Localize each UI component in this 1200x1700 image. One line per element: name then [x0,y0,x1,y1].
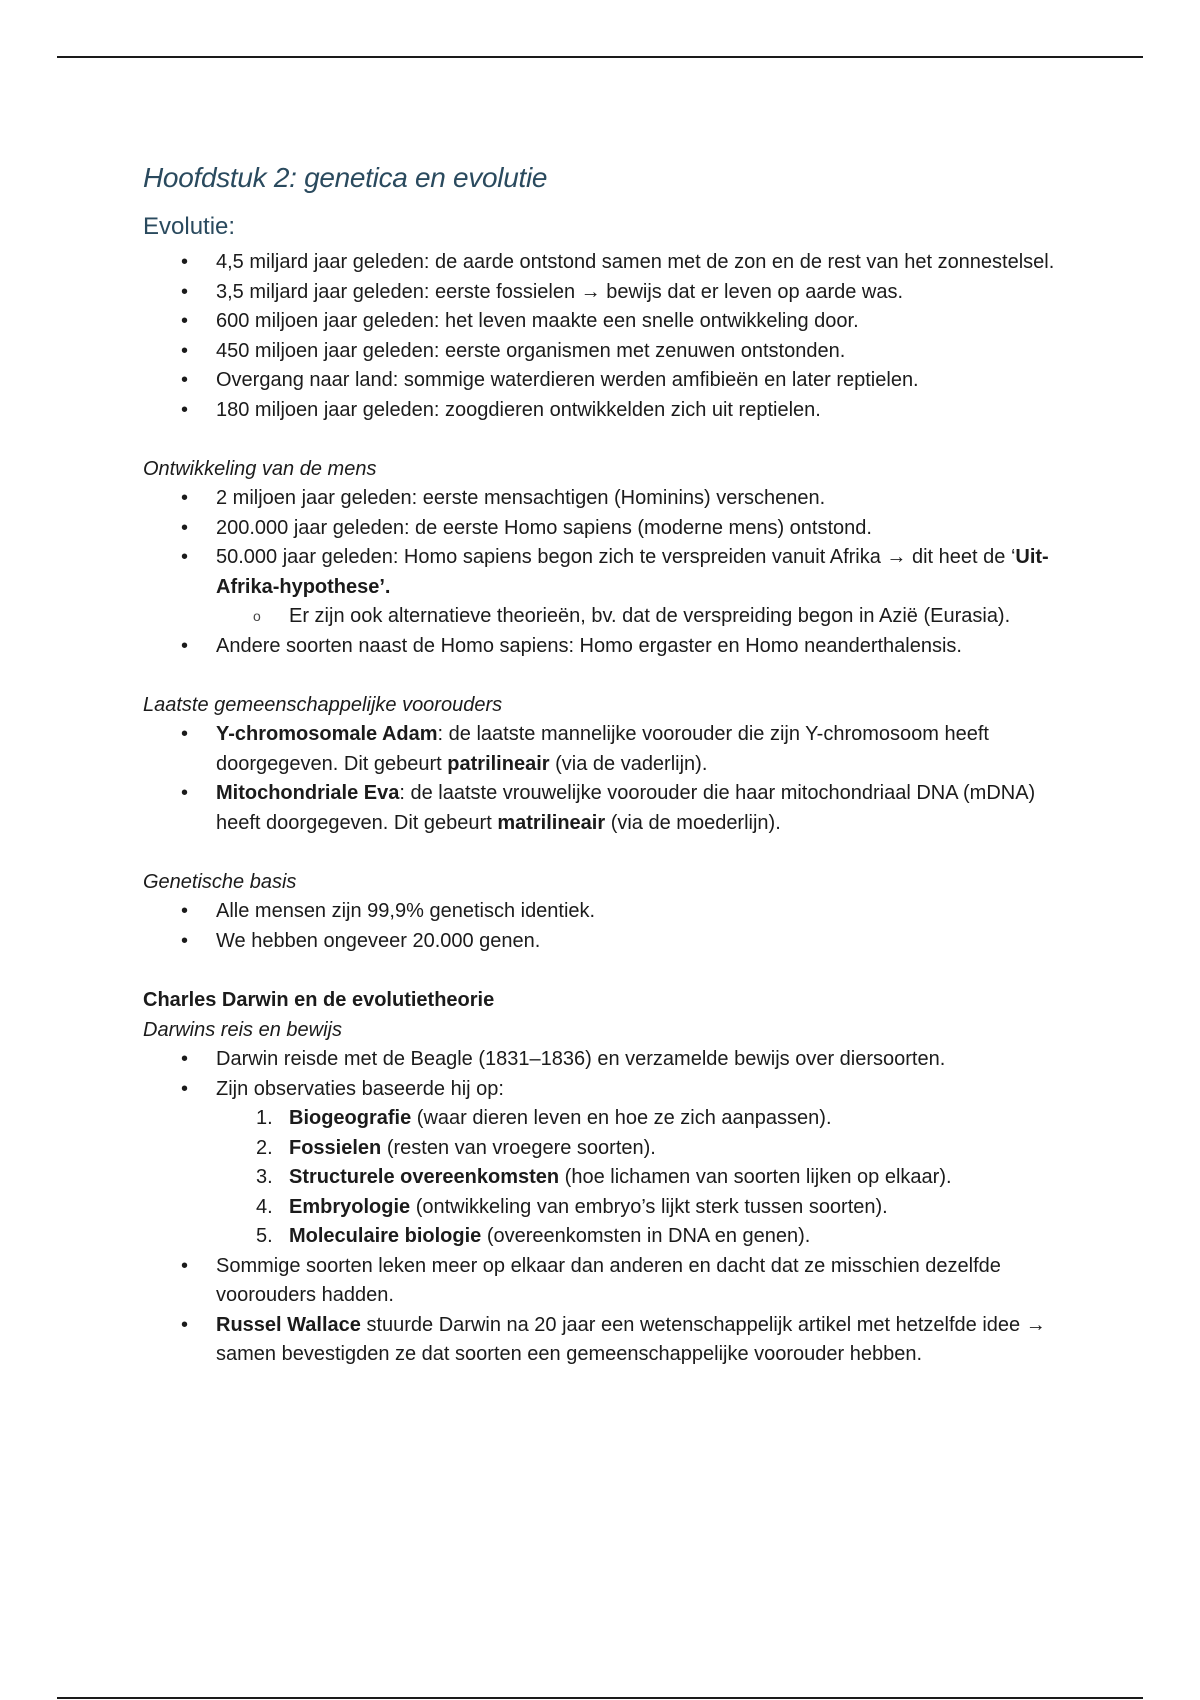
list-item: o Er zijn ook alternatieve theorieën, bv. dat de verspreiding begon in Azië (Eurasia). [253,605,1011,627]
subheading-mens: Ontwikkeling van de mens [143,458,377,480]
voorouders-list [143,720,1073,838]
sub-list [143,602,1073,632]
list-item: • 4,5 miljard jaar geleden: de aarde ontstond samen met de zon en de rest van het zonnestelsel. [181,251,1055,273]
list-item: • 600 miljoen jaar geleden: het leven maakte een snelle ontwikkeling door. [181,310,859,332]
list-item: • 50.000 jaar geleden: Homo sapiens begon zich te verspreiden vanuit Afrika → dit heet de ‘Uit-Afrika-hypothese’. o Er zijn ook alternatieve theorieën, bv. dat de verspreiding begon in Azië (Eurasia). [143,543,1073,632]
list-item: 5. Moleculaire biologie (overeenkomsten in DNA en genen). [256,1225,811,1247]
page-title: Hoofdstuk 2: genetica en evolutie [143,162,548,193]
document-body [143,158,1073,1370]
numbered-list [216,1104,1073,1252]
list-item: • Mitochondriale Eva: de laatste vrouwelijke voorouder die haar mitochondriaal DNA (mDNA) heeft doorgegeven. Dit gebeurt matrilineair (via de moederlijn). [181,782,1036,834]
bottom-rule [57,1697,1143,1699]
list-item: • Y-chromosomale Adam: de laatste mannelijke voorouder die zijn Y-chromosoom heeft doorgegeven. Dit gebeurt patrilineair (via de vaderlijn). [181,723,989,775]
list-item: • Andere soorten naast de Homo sapiens: Homo ergaster en Homo neanderthalensis. [181,634,962,657]
evolutie-list [143,248,1073,425]
list-item: • Overgang naar land: sommige waterdieren werden amfibieën en later reptielen. [181,369,919,391]
subheading-darwin: Darwins reis en bewijs [143,1019,342,1041]
list-item: • 2 miljoen jaar geleden: eerste mensachtigen (Hominins) verschenen. [181,487,826,509]
subheading-genetisch: Genetische basis [143,871,297,893]
list-item: • We hebben ongeveer 20.000 genen. [181,929,541,952]
list-item: • 200.000 jaar geleden: de eerste Homo sapiens (moderne mens) ontstond. [181,516,872,539]
list-item: 3. Structurele overeenkomsten (hoe lichamen van soorten lijken op elkaar). [256,1166,952,1188]
genetisch-list [143,897,1073,956]
list-item: 4. Embryologie (ontwikkeling van embryo’s lijkt sterk tussen soorten). [256,1195,888,1218]
list-item: • Sommige soorten leken meer op elkaar dan anderen en dacht dat ze misschien dezelfde voorouders hadden. [181,1254,1001,1306]
darwin-list [143,1045,1073,1370]
list-item: • Darwin reisde met de Beagle (1831–1836) en verzamelde bewijs over diersoorten. [181,1048,946,1070]
mens-list [143,484,1073,661]
list-item: • 450 miljoen jaar geleden: eerste organismen met zenuwen ontstonden. [181,339,846,362]
list-item: • 3,5 miljard jaar geleden: eerste fossielen → bewijs dat er leven op aarde was. [181,280,904,303]
section-heading-darwin: Charles Darwin en de evolutietheorie [143,989,495,1011]
top-rule [57,56,1143,58]
list-item: 1. Biogeografie (waar dieren leven en hoe ze zich aanpassen). [256,1107,832,1129]
list-item: • Russel Wallace stuurde Darwin na 20 jaar een wetenschappelijk artikel met hetzelfde idee → samen bevestigden ze dat soorten een gemeenschappelijke voorouder hebben. [181,1313,1046,1365]
subheading-voorouders: Laatste gemeenschappelijke voorouders [143,694,503,716]
list-item: • Zijn observaties baseerde hij op: 1. Biogeografie (waar dieren leven en hoe ze zich aanpassen). 2. Fossielen (resten van vroegere soorten). 3. Structurele overeenkomsten (hoe lichamen van soorten lijken op elkaar). 4. Embryologie (ontwikkeling van embryo’s lijkt sterk tussen soorten). 5. Moleculaire biologie (overeenkomsten in DNA en genen). [143,1075,1073,1252]
section-heading-evolutie: Evolutie: [143,213,236,240]
list-item: • 180 miljoen jaar geleden: zoogdieren ontwikkelden zich uit reptielen. [181,398,821,421]
list-item: • Alle mensen zijn 99,9% genetisch identiek. [181,900,596,922]
list-item: 2. Fossielen (resten van vroegere soorten). [256,1136,656,1159]
